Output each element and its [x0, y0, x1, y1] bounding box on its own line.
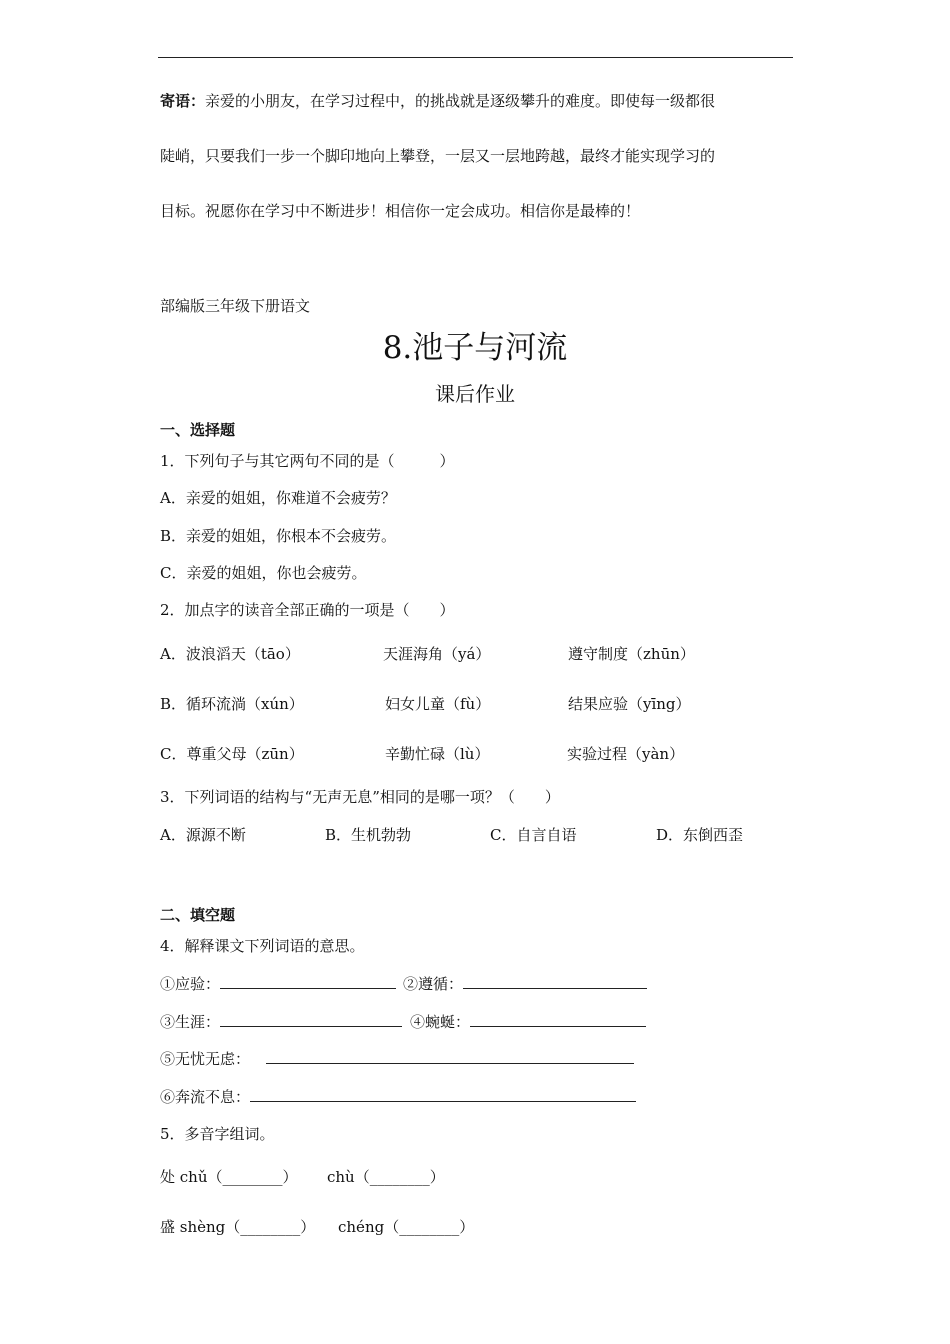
q4-item-5: [160, 1048, 634, 1069]
q3-option-a: A．源源不断: [160, 826, 246, 844]
note-label: 寄语：: [160, 92, 206, 110]
answer-blank[interactable]: [470, 1012, 646, 1027]
answer-blank[interactable]: [266, 1049, 634, 1064]
q4-item-4-label: ④蜿蜒：: [410, 1013, 471, 1031]
q2-option-a-2: 天涯海角（yá）: [383, 645, 491, 663]
answer-blank[interactable]: [220, 1012, 402, 1027]
q4-item-4: [410, 1011, 646, 1032]
q4-item-2-label: ②遵循：: [403, 975, 464, 993]
q3-option-b: B．生机勃勃: [325, 826, 412, 844]
q5-stem: 5．多音字组词。: [160, 1125, 275, 1143]
q4-item-3: [160, 1011, 402, 1032]
header-rule: [158, 57, 793, 58]
q3-option-d: D．东倒西歪: [656, 826, 744, 844]
page-title: 8.池子与河流: [382, 330, 568, 366]
note-line-1: [160, 90, 715, 111]
q2-option-b-2: 妇女儿童（fù）: [385, 695, 491, 713]
q1-option-b: B．亲爱的姐姐，你根本不会疲劳。: [160, 527, 397, 545]
q2-option-c-1: C．尊重父母（zūn）: [160, 745, 304, 763]
q1-option-a: A．亲爱的姐姐，你难道不会疲劳？: [160, 489, 396, 507]
q4-item-2: [403, 973, 647, 994]
note-line-2: 陡峭，只要我们一步一个脚印地向上攀登，一层又一层地跨越，最终才能实现学习的: [160, 147, 716, 165]
q5-row-2a: 盛 shèng（________）: [160, 1218, 316, 1236]
edition-label: 部编版三年级下册语文: [160, 297, 311, 315]
section-heading-choice: 一、选择题: [160, 421, 236, 439]
q4-item-6-label: ⑥奔流不息：: [160, 1088, 251, 1106]
q4-item-1: [160, 973, 396, 994]
q2-option-a-3: 遵守制度（zhūn）: [568, 645, 695, 663]
q4-item-3-label: ③生涯：: [160, 1013, 221, 1031]
q2-option-b-3: 结果应验（yīng）: [568, 695, 691, 713]
q3-option-c: C．自言自语: [490, 826, 577, 844]
q2-option-c-2: 辛勤忙碌（lù）: [385, 745, 490, 763]
q2-option-a-1: A．波浪滔天（tāo）: [160, 645, 300, 663]
q2-option-b-1: B．循环流淌（xún）: [160, 695, 304, 713]
section-heading-fill: 二、填空题: [160, 906, 236, 924]
page-subtitle: 课后作业: [435, 382, 515, 406]
answer-blank[interactable]: [463, 974, 647, 989]
q2-stem: 2．加点字的读音全部正确的一项是（ ）: [160, 601, 455, 619]
q4-item-5-label: ⑤无忧无虑：: [160, 1050, 251, 1068]
q5-row-1b: chù（________）: [327, 1168, 445, 1186]
note-line-3: 目标。祝愿你在学习中不断进步！相信你一定会成功。相信你是最棒的！: [160, 202, 641, 220]
q4-stem: 4．解释课文下列词语的意思。: [160, 937, 365, 955]
q1-option-c: C．亲爱的姐姐，你也会疲劳。: [160, 564, 367, 582]
q2-option-c-3: 实验过程（yàn）: [567, 745, 685, 763]
q5-row-2b: chéng（________）: [338, 1218, 475, 1236]
note-text-1: 亲爱的小朋友，在学习过程中，的挑战就是逐级攀升的难度。即使每一级都很: [205, 92, 716, 110]
q3-stem: 3．下列词语的结构与“无声无息”相同的是哪一项？（ ）: [160, 788, 560, 806]
answer-blank[interactable]: [250, 1087, 636, 1102]
q5-row-1a: 处 chǔ（________）: [160, 1168, 298, 1186]
answer-blank[interactable]: [220, 974, 396, 989]
q1-stem: 1．下列句子与其它两句不同的是（ ）: [160, 452, 455, 470]
q4-item-6: [160, 1086, 636, 1107]
q4-item-1-label: ①应验：: [160, 975, 221, 993]
